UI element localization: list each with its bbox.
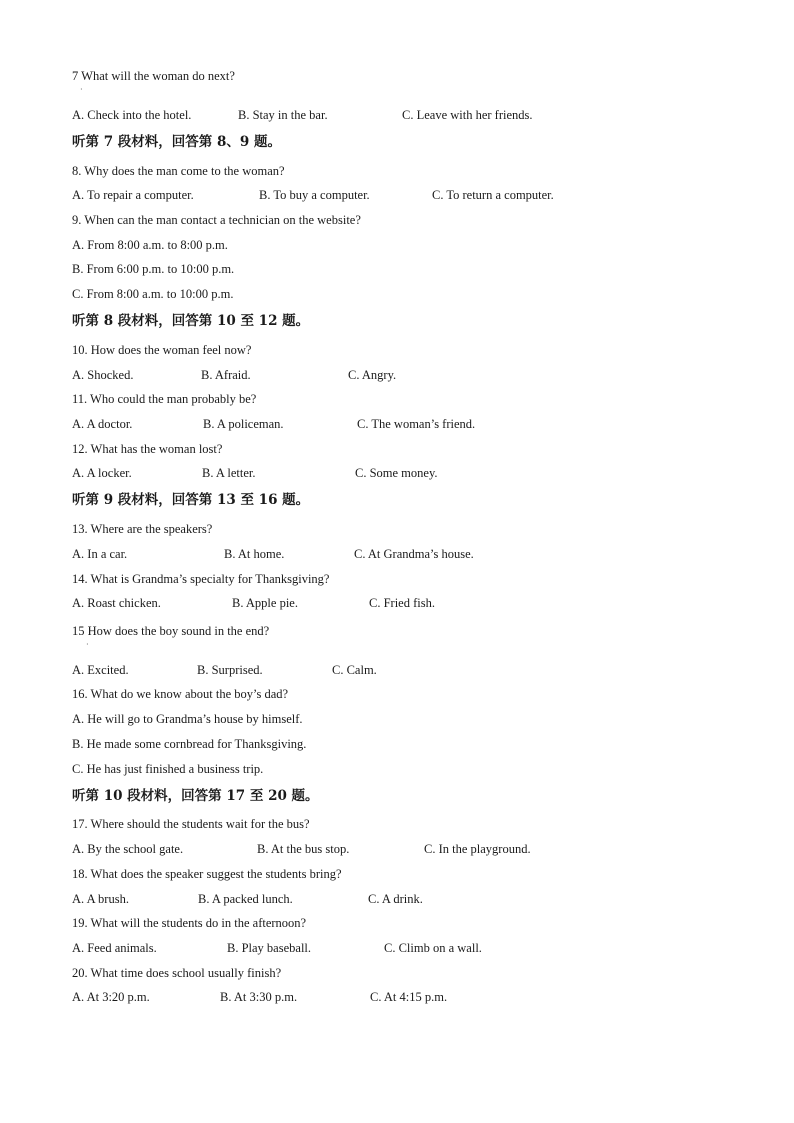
question-text: 9. When can the man contact a technician on the website? — [72, 213, 361, 227]
question-text: 18. What does the speaker suggest the students bring? — [72, 867, 342, 881]
stray-dot: · — [80, 85, 83, 94]
option-b: B. Play baseball. — [227, 941, 312, 955]
option-a: A. From 8:00 a.m. to 8:00 p.m. — [72, 238, 228, 252]
option-b: B. Stay in the bar. — [238, 108, 328, 122]
question-text: 15 How does the boy sound in the end? — [72, 624, 270, 638]
option-a: A. Roast chicken. — [72, 596, 161, 610]
option-b: B. He made some cornbread for Thanksgiving. — [72, 737, 307, 751]
option-c: C. A drink. — [368, 892, 423, 906]
option-a: A. A locker. — [72, 466, 132, 480]
option-b: B. At the bus stop. — [257, 842, 350, 856]
option-c: C. The woman’s friend. — [357, 417, 476, 431]
option-b: B. A letter. — [202, 466, 256, 480]
option-b: B. Surprised. — [197, 663, 263, 677]
option-c: C. To return a computer. — [432, 188, 554, 202]
question-text: 14. What is Grandma’s specialty for Thanksgiving? — [72, 572, 330, 586]
option-a: A. By the school gate. — [72, 842, 184, 856]
option-b: B. From 6:00 p.m. to 10:00 p.m. — [72, 262, 235, 276]
option-c: C. Calm. — [332, 663, 377, 677]
option-b: B. Afraid. — [201, 368, 251, 382]
option-a: A. At 3:20 p.m. — [72, 990, 150, 1004]
option-c: C. Leave with her friends. — [402, 108, 533, 122]
option-c: C. At Grandma’s house. — [354, 547, 474, 561]
stray-dot: · — [86, 640, 89, 649]
question-text: 17. Where should the students wait for the bus? — [72, 817, 310, 831]
option-a: A. Excited. — [72, 663, 129, 677]
option-a: A. Shocked. — [72, 368, 134, 382]
option-a: A. In a car. — [72, 547, 128, 561]
option-a: A. To repair a computer. — [72, 188, 194, 202]
option-c: C. At 4:15 p.m. — [370, 990, 448, 1004]
option-c: C. Climb on a wall. — [384, 941, 482, 955]
option-c: C. In the playground. — [424, 842, 531, 856]
section-heading-7: 听第 7 段材料，回答第 8、9 题。 — [72, 134, 281, 150]
option-c: C. Some money. — [355, 466, 438, 480]
option-c: C. He has just finished a business trip. — [72, 762, 264, 776]
question-text: 13. Where are the speakers? — [72, 522, 213, 536]
section-heading-8: 听第 8 段材料，回答第 10 至 12 题。 — [72, 313, 310, 329]
option-b: B. A packed lunch. — [198, 892, 293, 906]
question-text: 20. What time does school usually finish? — [72, 966, 282, 980]
question-text: 19. What will the students do in the afternoon? — [72, 916, 307, 930]
option-b: B. Apple pie. — [232, 596, 298, 610]
option-a: A. A brush. — [72, 892, 129, 906]
section-heading-10: 听第 10 段材料，回答第 17 至 20 题。 — [72, 788, 319, 804]
option-a: A. Check into the hotel. — [72, 108, 192, 122]
option-c: C. Fried fish. — [369, 596, 435, 610]
question-text: 16. What do we know about the boy’s dad? — [72, 687, 289, 701]
section-heading-9: 听第 9 段材料，回答第 13 至 16 题。 — [72, 492, 310, 508]
option-b: B. To buy a computer. — [259, 188, 370, 202]
option-c: C. Angry. — [348, 368, 397, 382]
question-text: 12. What has the woman lost? — [72, 442, 223, 456]
question-text: 7 What will the woman do next? — [72, 69, 235, 83]
option-a: A. A doctor. — [72, 417, 133, 431]
option-b: B. At 3:30 p.m. — [220, 990, 298, 1004]
question-text: 8. Why does the man come to the woman? — [72, 164, 285, 178]
option-a: A. He will go to Grandma’s house by himself. — [72, 712, 303, 726]
option-a: A. Feed animals. — [72, 941, 157, 955]
question-text: 10. How does the woman feel now? — [72, 343, 252, 357]
question-text: 11. Who could the man probably be? — [72, 392, 257, 406]
option-b: B. At home. — [224, 547, 285, 561]
option-b: B. A policeman. — [203, 417, 284, 431]
option-c: C. From 8:00 a.m. to 10:00 p.m. — [72, 287, 234, 301]
